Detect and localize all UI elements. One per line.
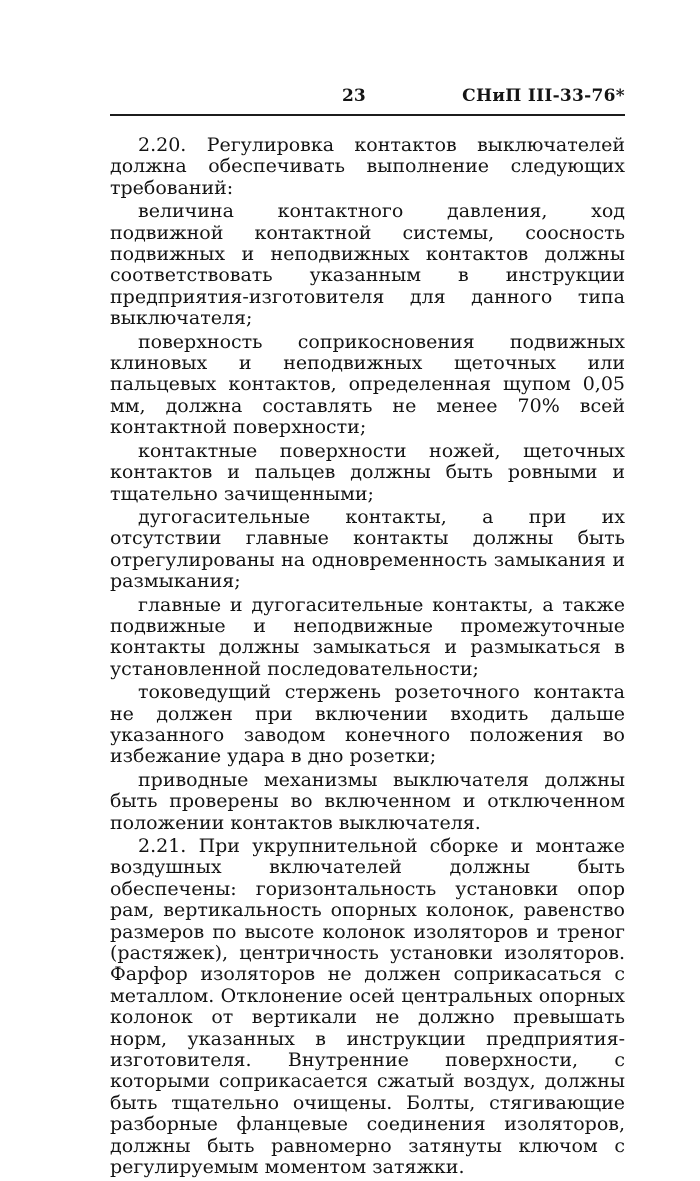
- clause-2-20-intro-text: Регулировка контактов выключателей должна обеспечивать выполнение следующих требований:: [110, 134, 625, 199]
- clause-2-21-number: 2.21.: [138, 835, 187, 857]
- clause-2-20-item: токоведущий стержень розеточного контакта не должен при включении входить дальше указанного заводом конечного положения во избежание удара в дно розетки;: [110, 681, 625, 768]
- clause-2-20-item: поверхность соприкосновения подвижных клиновых и неподвижных щеточных или пальцевых контактов, определенная щупом 0,05 мм, должна составлять не менее 70% всей контактной поверхности;: [110, 330, 625, 439]
- document-code: СНиП III-33-76*: [462, 86, 625, 106]
- clause-2-21-text: При укрупнительной сборке и монтаже воздушных включателей должны быть обеспечены: горизонтальность установки опор рам, вертикальность опорных колонок, равенство размеров по высоте колонок изоляторов и треног (растяжек), центричность установки изоляторов. Фарфор изоляторов не должен соприкасаться с металлом. Отклонение осей центральных опорных колонок от вертикали не должно превышать норм, указанных в инструкции предприятия-изготовителя. Внутренние поверхности, с которыми соприкасается сжатый воздух, должны быть тщательно очищены. Болты, стягивающие разборные фланцевые соединения изоляторов, должны быть равномерно затянуты ключом с регулируемым моментом затяжки.: [110, 835, 625, 1179]
- body-text: [110, 135, 625, 1181]
- clause-2-20-item: контактные поверхности ножей, щеточных контактов и пальцев должны быть ровными и тщательно зачищенными;: [110, 439, 625, 505]
- page-number: 23: [342, 86, 366, 106]
- page-header: [110, 80, 625, 116]
- clause-2-21: [110, 836, 625, 1179]
- clause-2-20-item: величина контактного давления, ход подвижной контактной системы, соосность подвижных и неподвижных контактов должны соответствовать указанным в инструкции предприятия-изготовителя для данного типа выключателя;: [110, 200, 625, 330]
- clause-2-20-item: главные и дугогасительные контакты, а также подвижные и неподвижные промежуточные контакты должны замыкаться и размыкаться в установленной последовательности;: [110, 593, 625, 680]
- clause-2-20-number: 2.20.: [138, 134, 187, 156]
- clause-2-20-intro: [110, 135, 625, 199]
- clause-2-20-item: дугогасительные контакты, а при их отсутствии главные контакты должны быть отрегулированы на одновременность замыкания и размыкания;: [110, 505, 625, 593]
- clause-2-20-item: приводные механизмы выключателя должны быть проверены во включенном и отключенном положении контактов выключателя.: [110, 768, 625, 834]
